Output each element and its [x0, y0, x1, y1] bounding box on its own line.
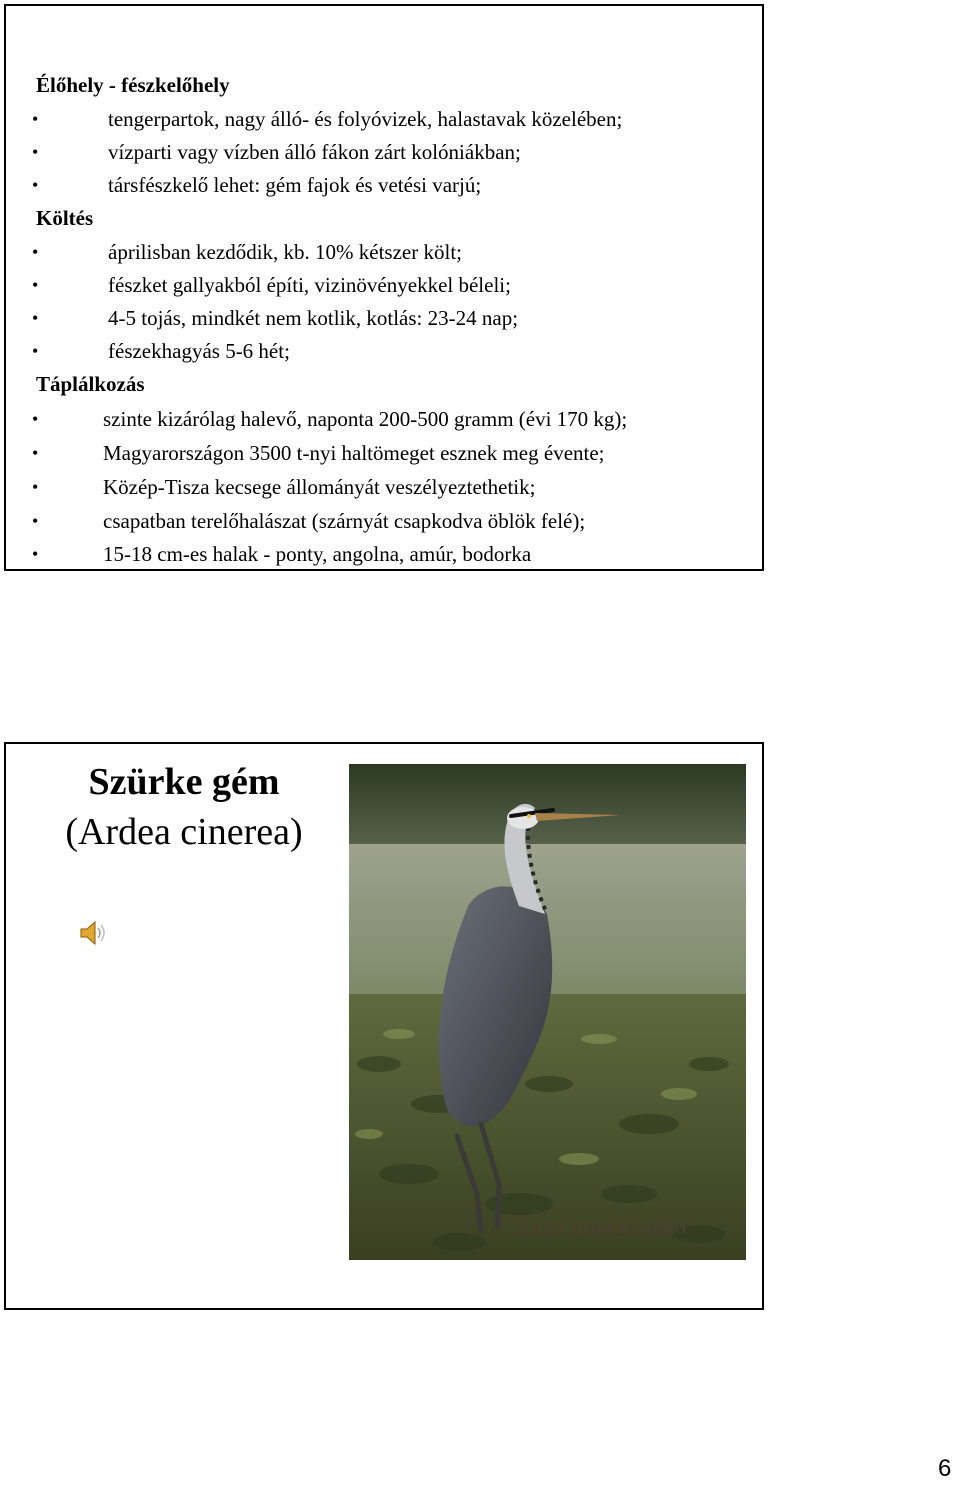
heading-elohely: Élőhely - fészkelőhely	[36, 73, 230, 97]
heading-koltes: Költés	[36, 206, 94, 230]
slide-subtitle: (Ardea cinerea)	[65, 811, 303, 853]
heron-photo	[349, 764, 746, 1260]
photo-credit: Fotó: Papirnyik Norbert	[519, 1220, 687, 1237]
heading-taplalkozas: Táplálkozás	[36, 372, 145, 396]
page-number: 6	[938, 1455, 952, 1482]
speaker-icon[interactable]	[78, 918, 108, 948]
title-slide	[4, 742, 764, 1310]
slide-title: Szürke gém	[88, 761, 280, 803]
text-slide: Élőhely - fészkelőhely • tengerpartok, nagy álló- és folyóvizek, halastavak közelében; • vízparti vagy vízben álló fákon zárt kolóniákban; • társfészkelő lehet: gém fajok és vetési varjú; Költés • áprilisban kezdődik, kb. 10% kétszer költ; • fészket gallyakból építi, vizinövényekkel béleli; • 4-5 tojás, mindkét nem kotlik, kotlás: 23-24 nap; • fészekhagyás 5-6 hét; Táplálkozás • szinte kizárólag halevő, naponta 200-500 gramm (évi 170 kg); • Magyarországon 3500 t-nyi haltömeget esznek meg évente; • Közép-Tisza kecsege állományát veszélyeztethetik; • csapatban terelőhalászat (szárnyát csapkodva öblök felé); • 15-18 cm-es halak - ponty, angolna, amúr, bodorka	[4, 4, 764, 571]
